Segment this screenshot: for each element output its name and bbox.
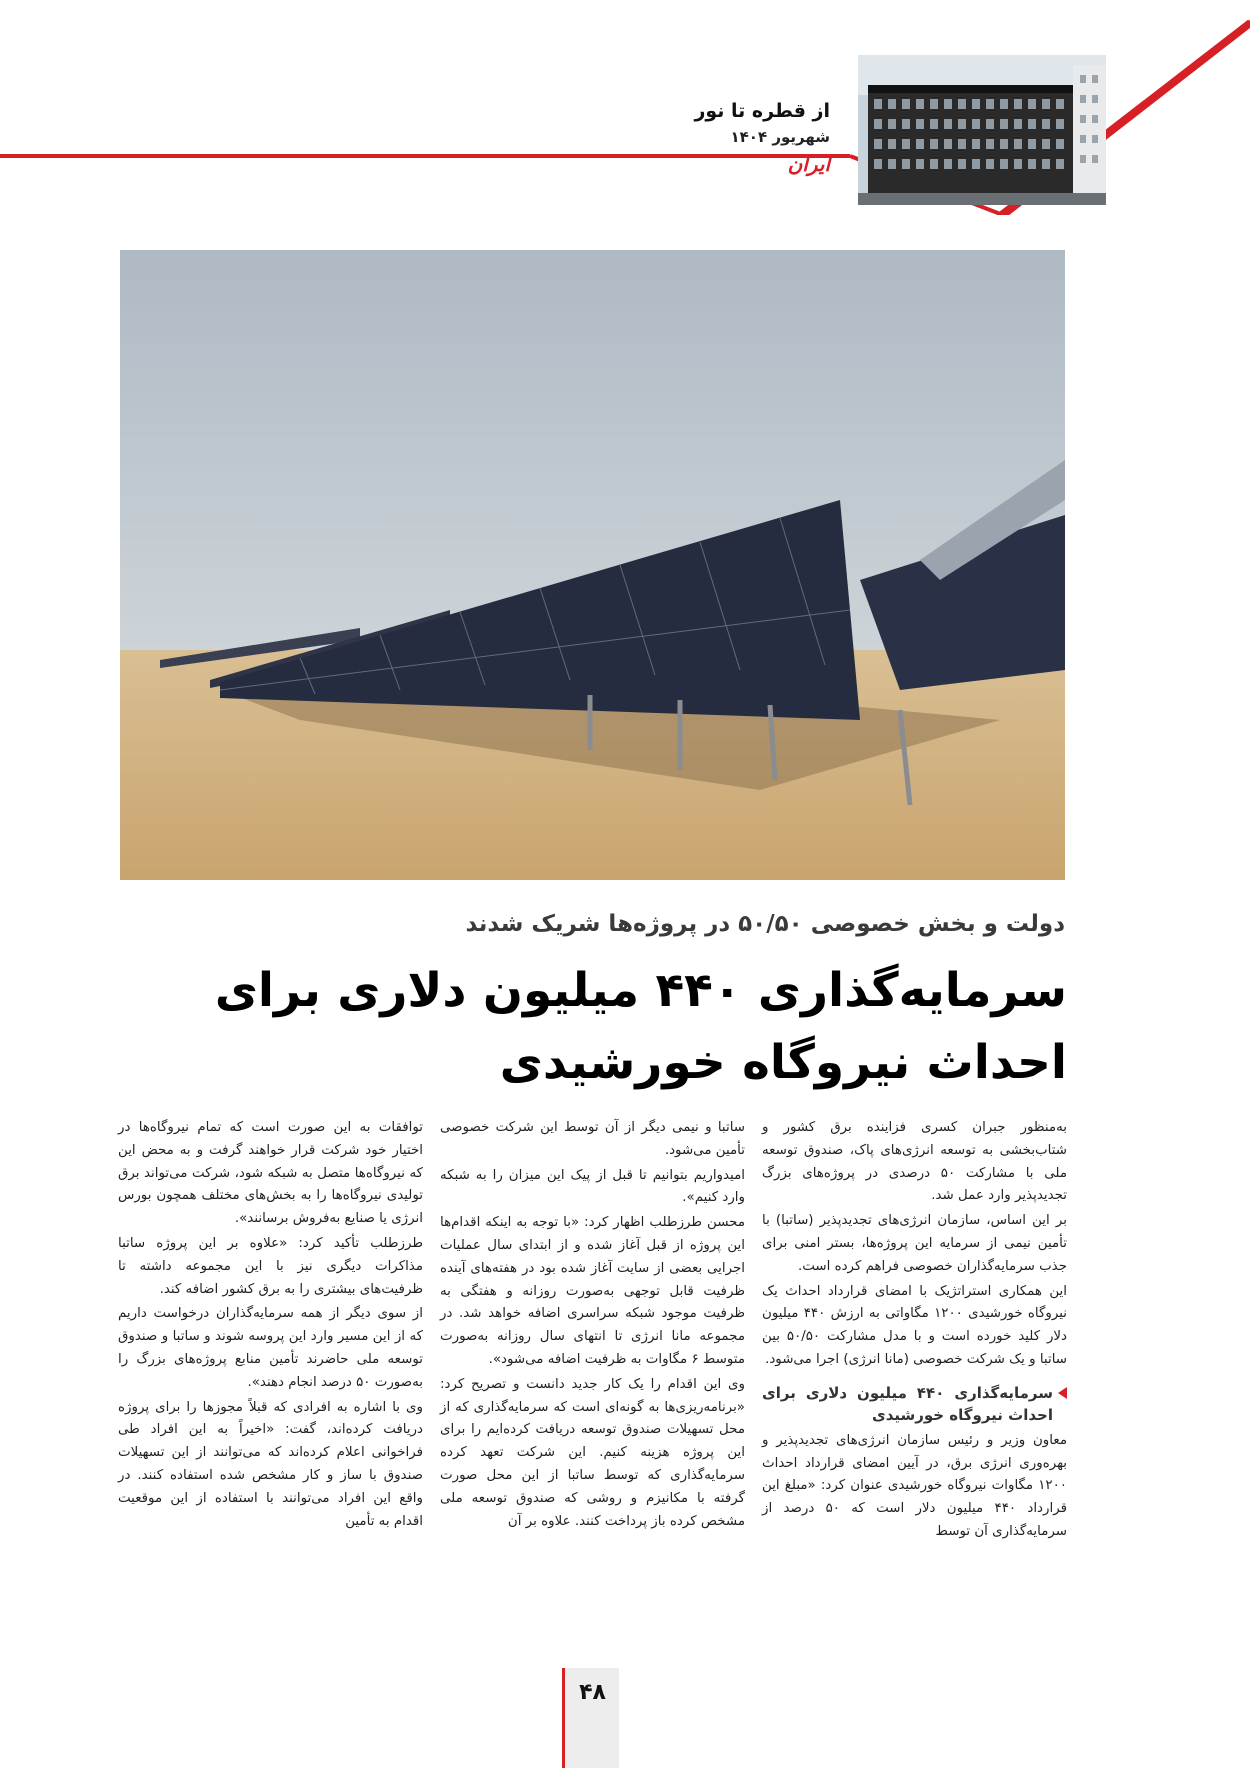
paragraph: به‌منظور جبران کسری فزاینده برق کشور و شتاب‌بخشی به توسعه انرژی‌های پاک، صندوق توسعه ملی با مشارکت ۵۰ درصدی در پروژه‌های بزرگ تجدیدپذیر وارد عمل شد. bbox=[762, 1120, 1067, 1204]
series-info bbox=[694, 100, 830, 176]
building-photo bbox=[858, 55, 1106, 205]
paragraph: توافقات به این صورت است که تمام نیروگاه‌ها در اختیار خود شرکت قرار خواهند گرفت و به محض این که نیروگاه‌ها متصل به شبکه شود، شرکت می‌تواند برق تولیدی نیروگاه‌ها را به بخش‌های مختلف همچون بورس انرژی یا صنایع به‌فروش برسانند». bbox=[118, 1120, 423, 1227]
paragraph: طرزطلب تأکید کرد: «علاوه بر این پروژه ساتبا مذاکرات دیگری نیز با این مجموعه داشته تا ظرفیت‌های بیشتری را به برق کشور اضافه کند. bbox=[118, 1235, 423, 1297]
solar-panels-photo bbox=[120, 250, 1065, 880]
paragraph: محسن طرزطلب اظهار کرد: «با توجه به اینکه اقدام‌ها این پروژه از قبل آغاز شده و از ابتدای سال عملیات اجرایی بعضی از سایت آغاز شده بود در هفته‌های آینده ظرفیت قابل توجهی به‌صورت روزانه و هفتگی به ظرفیت موجود شبکه سراسری اضافه خواهد شد. در مجموعه مانا انرژی تا انتهای سال روزانه به‌صورت متوسط ۶ مگاوات به ظرفیت اضافه می‌شود». bbox=[440, 1215, 745, 1367]
paragraph: وی با اشاره به افرادی که قبلاً مجوزها را برای پروژه دریافت کرده‌اند، گفت: «اخیراً به این افراد طی فراخوانی اعلام کرده‌اند که می‌توانند از این تسهیلات صندوق با ساز و کار مشخص شده استفاده کنند. در واقع این افراد می‌توانند با استفاده از این موقعیت اقدام به تأمین bbox=[118, 1399, 423, 1529]
article-column-3 bbox=[118, 1117, 423, 1535]
page-number-accent bbox=[562, 1668, 565, 1768]
triangle-bullet-icon bbox=[1058, 1387, 1067, 1399]
paragraph: وی این اقدام را یک کار جدید دانست و تصریح کرد: «برنامه‌ریزی‌ها به گونه‌ای است که سرمایه‌گذاری که از محل تسهیلات صندوق توسعه دریافت کرده‌ایم را برای این پروژه هزینه کنیم. این شرکت تعهد کرده سرمایه‌گذاری که توسط ساتبا از این محل صورت گرفته با مکانیزم و روشی که صندوق توسعه ملی مشخص کرده باز پرداخت کنند. علاوه بر آن bbox=[440, 1376, 745, 1529]
paragraph: این همکاری استراتژیک با امضای قرارداد احداث یک نیروگاه خورشیدی ۱۲۰۰ مگاواتی به ارزش ۴۴۰ میلیون دلار کلید خورده است و با مدل مشارکت ۵۰/۵۰ بین ساتبا و یک شرکت خصوصی (مانا انرژی) اجرا می‌شود. bbox=[762, 1283, 1068, 1367]
issue-date: شهریور ۱۴۰۴ bbox=[730, 128, 830, 146]
page-number: ۴۸ bbox=[579, 1680, 606, 1705]
paragraph: بر این اساس، سازمان انرژی‌های تجدیدپذیر (ساتبا) با تأمین نیمی از سرمایه این پروژه‌ها، بستر امنی برای جذب سرمایه‌گذاران خصوصی فراهم کرده است. bbox=[762, 1213, 1067, 1274]
paragraph: معاون وزیر و رئیس سازمان انرژی‌های تجدیدپذیر و بهره‌وری انرژی برق، در آیین امضای قرارداد احداث ۱۲۰۰ مگاوات نیروگاه خورشیدی عنوان کرد: «مبلغ این قرارداد ۴۴۰ میلیون دلار است که ۵۰ درصد از سرمایه‌گذاری آن توسط bbox=[762, 1432, 1067, 1539]
article-column-1 bbox=[762, 1117, 1067, 1546]
page-header bbox=[0, 0, 1250, 215]
paragraph: ساتبا و نیمی دیگر از آن توسط این شرکت خصوصی تأمین می‌شود. bbox=[440, 1120, 745, 1158]
article-kicker: دولت و بخش خصوصی ۵۰/۵۰ در پروژه‌ها شریک شدند bbox=[465, 911, 1065, 937]
series-title: از قطره تا نور bbox=[694, 100, 830, 122]
paragraph: امیدواریم بتوانیم تا قبل از پیک این میزان را به شبکه وارد کنیم». bbox=[440, 1167, 745, 1206]
article-column-2 bbox=[440, 1117, 745, 1535]
magazine-logo-text: ایران bbox=[787, 152, 830, 176]
paragraph: از سوی دیگر از همه سرمایه‌گذاران درخواست داریم که از این مسیر وارد این پروسه شوند و ساتبا و صندوق توسعه ملی حاضرند تأمین منابع پروژه‌های بزرگ را به‌صورت ۵۰ درصد انجام دهند». bbox=[118, 1306, 423, 1390]
article-subheading bbox=[762, 1382, 1067, 1426]
subheading-text: سرمایه‌گذاری ۴۴۰ میلیون دلاری برای احداث نیروگاه خورشیدی bbox=[762, 1383, 1053, 1424]
article-headline: سرمایه‌گذاری ۴۴۰ میلیون دلاری برای احداث نیروگاه خورشیدی bbox=[214, 963, 1067, 1090]
